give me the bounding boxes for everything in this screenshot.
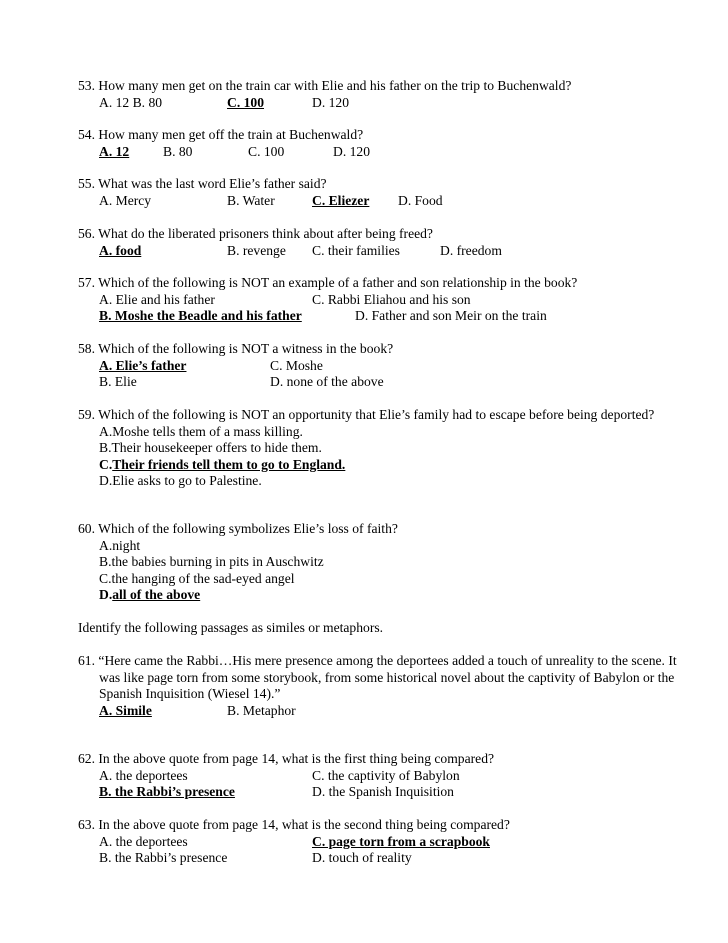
answer-option: A. Mercy xyxy=(99,192,152,208)
answer-option: B. Water xyxy=(227,192,275,208)
answer-option: D. touch of reality xyxy=(312,850,412,865)
answer-option: D. 120 xyxy=(333,143,371,159)
option-prefix: D. xyxy=(99,473,113,488)
question-text: In the above quote from page 14, what is the first thing being compared? xyxy=(98,751,495,766)
answer-option: B. Metaphor xyxy=(227,702,296,718)
question-text: Which of the following is NOT a witness in the book? xyxy=(98,341,394,356)
question-53 xyxy=(78,78,718,111)
answer-option: D. the Spanish Inquisition xyxy=(312,784,454,799)
option-item xyxy=(78,538,718,555)
answer-option: B. revenge xyxy=(227,242,286,258)
answer-row xyxy=(78,144,718,161)
answer-option-correct: A. Elie’s father xyxy=(99,357,187,373)
answer-option: D. Father and son Meir on the train xyxy=(355,308,547,323)
option-prefix: A. xyxy=(99,423,113,439)
question-text: Which of the following is NOT an example of a father and son relationship in the book? xyxy=(98,275,578,290)
question-text: How many men get on the train car with Elie and his father on the trip to Buchenwald? xyxy=(98,78,572,93)
answer-row xyxy=(78,374,718,391)
answer-option-correct: A. 12 xyxy=(99,143,130,159)
answer-option: C. Moshe xyxy=(270,357,323,373)
answer-option: B. the Rabbi’s presence xyxy=(99,850,228,865)
option-item-correct xyxy=(78,457,718,474)
answer-option: A. the deportees xyxy=(99,767,188,783)
question-number: 53. xyxy=(78,78,95,93)
answer-row xyxy=(78,703,718,720)
option-prefix: B. xyxy=(99,554,112,569)
answer-option: A. 12 B. 80 xyxy=(99,94,163,110)
question-63 xyxy=(78,817,718,867)
answer-option: D. Food xyxy=(398,192,443,208)
question-number: 55. xyxy=(78,176,95,191)
answer-row xyxy=(78,243,718,260)
option-label: Their friends tell them to go to England. xyxy=(112,456,346,472)
answer-option: B. Elie xyxy=(99,374,137,389)
option-prefix: D. xyxy=(99,587,113,602)
question-number: 57. xyxy=(78,275,95,290)
option-item xyxy=(78,571,718,588)
answer-row xyxy=(78,834,718,851)
question-number: 61. xyxy=(78,653,95,668)
option-label: the hanging of the sad-eyed angel xyxy=(111,570,295,586)
answer-row xyxy=(78,768,718,785)
answer-option-correct: C. Eliezer xyxy=(312,192,370,208)
answer-option-correct: B. the Rabbi’s presence xyxy=(99,784,235,799)
question-59 xyxy=(78,407,718,490)
option-prefix: B. xyxy=(99,440,112,455)
question-number: 54. xyxy=(78,127,95,142)
option-prefix: C. xyxy=(99,456,113,472)
answer-row xyxy=(78,193,718,210)
option-item xyxy=(78,440,718,457)
question-text: In the above quote from page 14, what is the second thing being compared? xyxy=(98,817,510,832)
option-item xyxy=(78,473,718,490)
option-prefix: C. xyxy=(99,570,112,586)
answer-option: C. 100 xyxy=(248,143,285,159)
question-number: 58. xyxy=(78,341,95,356)
answer-option: C. the captivity of Babylon xyxy=(312,767,460,783)
option-prefix: A. xyxy=(99,537,113,553)
question-61 xyxy=(78,653,718,719)
answer-row xyxy=(78,292,718,309)
answer-option-correct: B. Moshe the Beadle and his father xyxy=(99,308,302,323)
answer-row xyxy=(78,850,718,867)
question-text: “Here came the Rabbi…His mere presence among the deportees added a touch of unreality to the scene. It was like page torn from some storybook, from some historical novel about the captivity of Babylon or the Spanish Inquisition (Wiesel 14).” xyxy=(98,653,677,701)
answer-row xyxy=(78,358,718,375)
answer-row xyxy=(78,308,718,325)
answer-option: C. their families xyxy=(312,242,400,258)
option-label: Their housekeeper offers to hide them. xyxy=(111,440,322,455)
question-62 xyxy=(78,751,718,801)
question-57 xyxy=(78,275,718,325)
answer-option-correct: A. Simile xyxy=(99,702,152,718)
option-label: Elie asks to go to Palestine. xyxy=(112,473,262,488)
question-text: What was the last word Elie’s father said? xyxy=(98,176,327,191)
answer-row xyxy=(78,95,718,112)
question-60 xyxy=(78,521,718,604)
question-54 xyxy=(78,127,718,160)
question-number: 59. xyxy=(78,407,95,422)
question-56 xyxy=(78,226,718,259)
answer-option: D. none of the above xyxy=(270,374,384,389)
question-number: 56. xyxy=(78,226,95,241)
answer-option: D. 120 xyxy=(312,94,350,110)
answer-option-correct: C. 100 xyxy=(227,94,265,110)
question-number: 62. xyxy=(78,751,95,766)
option-label: Moshe tells them of a mass killing. xyxy=(112,423,303,439)
answer-option: B. 80 xyxy=(163,143,193,159)
option-item xyxy=(78,424,718,441)
answer-option: A. the deportees xyxy=(99,833,188,849)
question-text: How many men get off the train at Buchenwald? xyxy=(98,127,364,142)
answer-option: D. freedom xyxy=(440,242,502,258)
question-58 xyxy=(78,341,718,391)
question-text: Which of the following symbolizes Elie’s loss of faith? xyxy=(98,521,398,536)
question-number: 60. xyxy=(78,521,95,536)
question-text: Which of the following is NOT an opportunity that Elie’s family had to escape before being deported? xyxy=(98,407,655,422)
option-item xyxy=(78,554,718,571)
answer-option-correct: C. page torn from a scrapbook xyxy=(312,833,490,849)
option-label: night xyxy=(112,537,141,553)
answer-option: A. Elie and his father xyxy=(99,291,215,307)
option-label: the babies burning in pits in Auschwitz xyxy=(111,554,324,569)
option-item-correct xyxy=(78,587,718,604)
answer-option: C. Rabbi Eliahou and his son xyxy=(312,291,471,307)
question-number: 63. xyxy=(78,817,95,832)
answer-row xyxy=(78,784,718,801)
section-instruction: Identify the following passages as similes or metaphors. xyxy=(78,620,384,635)
question-text: What do the liberated prisoners think about after being freed? xyxy=(98,226,433,241)
answer-option-correct: A. food xyxy=(99,242,142,258)
option-label: all of the above xyxy=(112,587,201,602)
question-55 xyxy=(78,176,718,209)
